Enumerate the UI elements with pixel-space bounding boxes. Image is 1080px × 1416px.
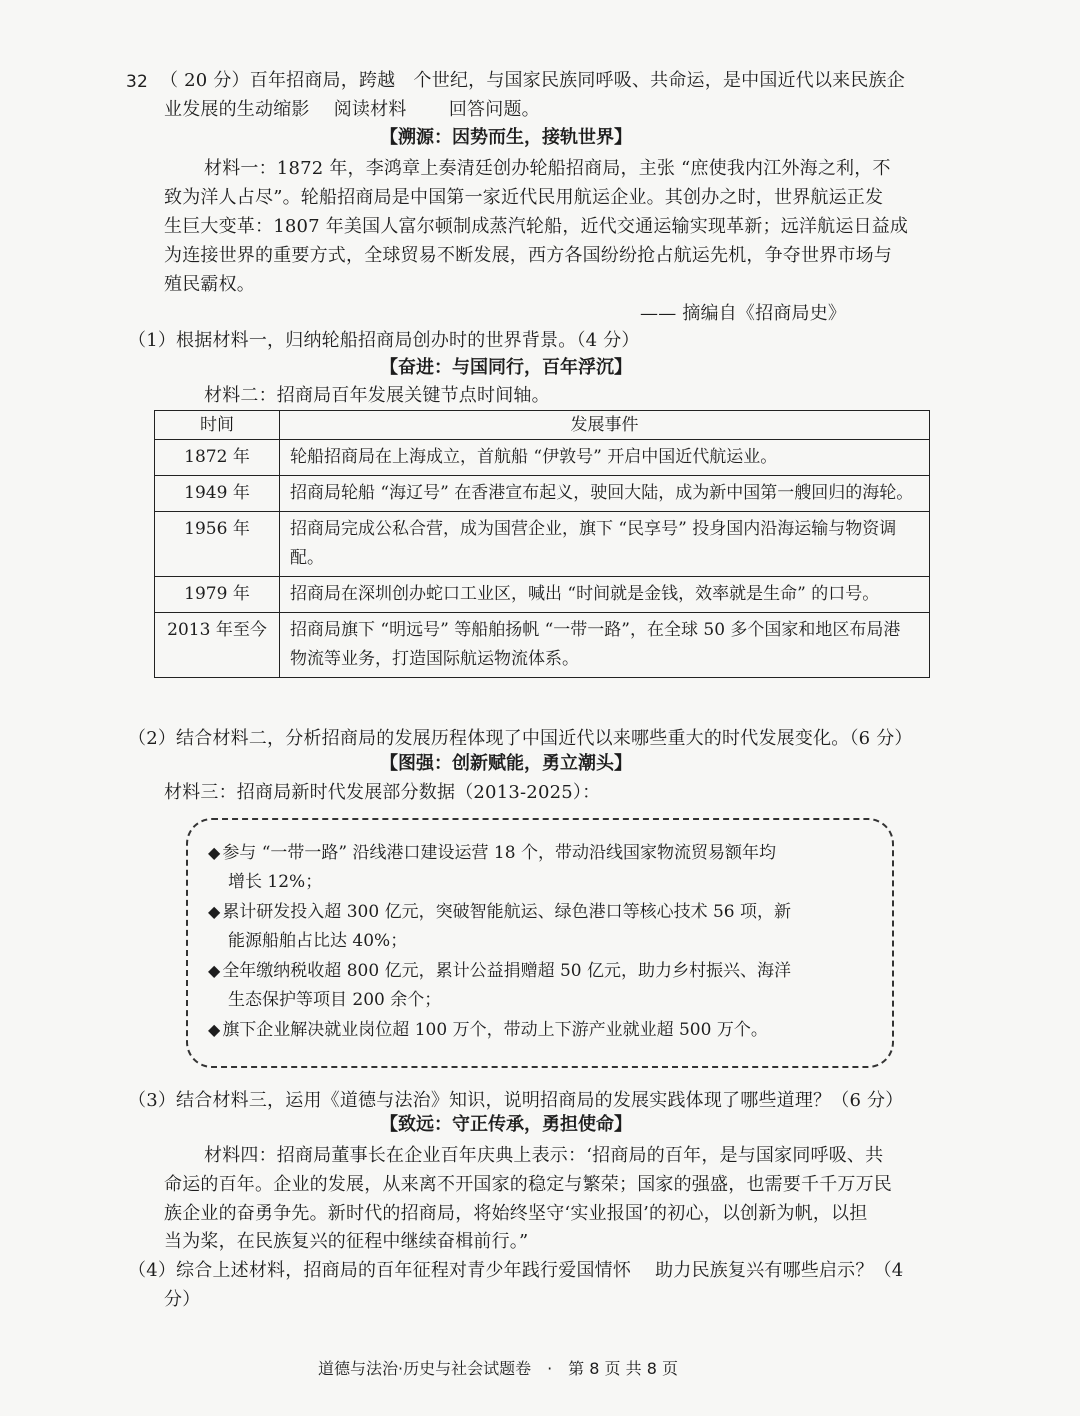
question-intro-line2: 业发展的生动缩影 阅读材料 回答问题。 bbox=[164, 99, 540, 120]
page-footer: 道德与法治·历史与社会试题卷 · 第 8 页 共 8 页 bbox=[318, 1359, 678, 1378]
table-row bbox=[155, 577, 930, 613]
table-header-row bbox=[155, 411, 930, 440]
material4-line: 材料四：招商局董事长在企业百年庆典上表示：‘招商局的百年，是与国家同呼吸、共 bbox=[204, 1145, 884, 1166]
table-header: 时间 bbox=[155, 411, 280, 440]
section4-heading: 【致远：守正传承，勇担使命】 bbox=[380, 1114, 632, 1135]
list-item bbox=[208, 956, 868, 1015]
table-cell-year: 1979 年 bbox=[155, 577, 280, 613]
data-bullet-list bbox=[208, 838, 868, 1045]
list-item bbox=[208, 897, 868, 956]
diamond-bullet-icon: ◆ bbox=[208, 961, 221, 980]
table-cell-event: 招商局轮船 “海辽号” 在香港宣布起义，驶回大陆，成为新中国第一艘回归的海轮。 bbox=[280, 476, 930, 512]
question-intro-line1: （ 20 分）百年招商局，跨越 个世纪，与国家民族同呼吸、共命运，是中国近代以来民族企 bbox=[160, 70, 905, 91]
material4-line: 命运的百年。企业的发展，从来离不开国家的稳定与繁荣；国家的强盛，也需要千千万万民 bbox=[164, 1174, 892, 1195]
question4-line2: 分） bbox=[164, 1289, 201, 1310]
table-row bbox=[155, 440, 930, 476]
section1-heading: 【溯源：因势而生，接轨世界】 bbox=[380, 127, 632, 148]
question3: （3）结合材料三，运用《道德与法治》知识，说明招商局的发展实践体现了哪些道理？（6 分） bbox=[128, 1090, 904, 1111]
material1-line: 材料一：1872 年，李鸿章上奏清廷创办轮船招商局，主张 “庶使我内江外海之利，不 bbox=[204, 158, 891, 179]
diamond-bullet-icon: ◆ bbox=[208, 1020, 221, 1039]
list-item bbox=[208, 838, 868, 897]
bullet-text: 增长 12%； bbox=[228, 872, 323, 892]
material1-line: 致为洋人占尽”。轮船招商局是中国第一家近代民用航运企业。其创办之时，世界航运正发 bbox=[164, 187, 884, 208]
table-cell-year: 1956 年 bbox=[155, 512, 280, 577]
diamond-bullet-icon: ◆ bbox=[208, 843, 221, 862]
list-item bbox=[208, 1015, 868, 1045]
diamond-bullet-icon: ◆ bbox=[208, 902, 221, 921]
material2-title: 材料二：招商局百年发展关键节点时间轴。 bbox=[204, 385, 550, 406]
section3-heading: 【图强：创新赋能，勇立潮头】 bbox=[380, 753, 632, 774]
question4-line1: （4）综合上述材料，招商局的百年征程对青少年践行爱国情怀 助力民族复兴有哪些启示？（4 bbox=[128, 1260, 904, 1281]
table-cell-year: 1872 年 bbox=[155, 440, 280, 476]
material1-line: 生巨大变革：1807 年美国人富尔顿制成蒸汽轮船，近代交通运输实现革新；远洋航运日益成 bbox=[164, 216, 909, 237]
bullet-text: 参与 “一带一路” 沿线港口建设运营 18 个，带动沿线国家物流贸易额年均 bbox=[222, 843, 776, 863]
material1-source: —— 摘编自《招商局史》 bbox=[640, 303, 847, 324]
bullet-text: 全年缴纳税收超 800 亿元，累计公益捐赠超 50 亿元，助力乡村振兴、海洋 bbox=[222, 961, 792, 981]
material3-title: 材料三：招商局新时代发展部分数据（2013-2025）： bbox=[164, 782, 601, 803]
question2: （2）结合材料二，分析招商局的发展历程体现了中国近代以来哪些重大的时代发展变化。（6 分） bbox=[128, 728, 913, 749]
table-header: 发展事件 bbox=[280, 411, 930, 440]
table-row bbox=[155, 613, 930, 678]
table-cell-event: 轮船招商局在上海成立，首航船 “伊敦号” 开启中国近代航运业。 bbox=[280, 440, 930, 476]
table-row bbox=[155, 512, 930, 577]
table-row bbox=[155, 476, 930, 512]
question-number: 32 bbox=[126, 72, 149, 92]
question1: （1）根据材料一，归纳轮船招商局创办时的世界背景。（4 分） bbox=[128, 330, 640, 351]
bullet-text: 累计研发投入超 300 亿元，突破智能航运、绿色港口等核心技术 56 项，新 bbox=[222, 902, 792, 922]
timeline-table bbox=[154, 410, 935, 678]
material1-line: 为连接世界的重要方式，全球贸易不断发展，西方各国纷纷抢占航运先机，争夺世界市场与 bbox=[164, 245, 892, 266]
section2-heading: 【奋进：与国同行，百年浮沉】 bbox=[380, 357, 632, 378]
bullet-text: 生态保护等项目 200 余个； bbox=[228, 990, 442, 1010]
material4-line: 当为桨，在民族复兴的征程中继续奋楫前行。” bbox=[164, 1231, 529, 1252]
table-cell-event: 招商局旗下 “明远号” 等船舶扬帆 “一带一路”，在全球 50 多个国家和地区布局港 物流等业务，打造国际航运物流体系。 bbox=[280, 613, 930, 678]
bullet-text: 旗下企业解决就业岗位超 100 万个，带动上下游产业就业超 500 万个。 bbox=[222, 1020, 768, 1040]
table-cell-event: 招商局完成公私合营，成为国营企业，旗下 “民享号” 投身国内沿海运输与物资调配。 bbox=[280, 512, 930, 577]
table-cell-event: 招商局在深圳创办蛇口工业区，喊出 “时间就是金钱，效率就是生命” 的口号。 bbox=[280, 577, 930, 613]
bullet-text: 能源船舶占比达 40%； bbox=[228, 931, 408, 951]
material1-line: 殖民霸权。 bbox=[164, 274, 255, 295]
material4-line: 族企业的奋勇争先。新时代的招商局，将始终坚守‘实业报国’的初心，以创新为帆，以担 bbox=[164, 1203, 868, 1224]
table-cell-year: 2013 年至今 bbox=[155, 613, 280, 678]
table-cell-year: 1949 年 bbox=[155, 476, 280, 512]
